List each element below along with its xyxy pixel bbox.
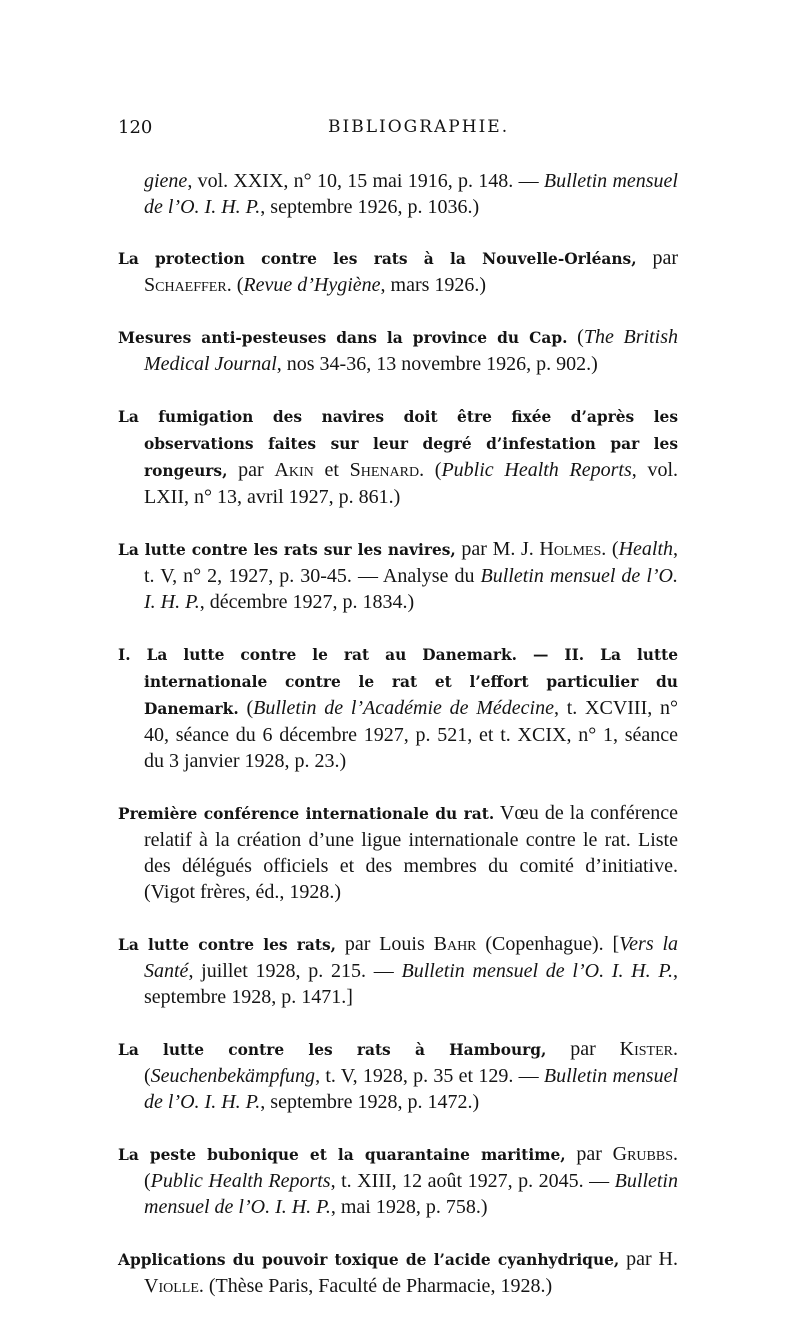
entry-title: La fumigation des navires doit être fixée d’après les observations faites sur leur degré d’infestation par les rongeurs, (118, 408, 678, 480)
bibliography-entry: La lutte contre les rats sur les navires, par M. J. Holmes. (Health, t. V, n° 2, 1927, p. 30-45. — Analyse du Bulletin mensuel de l’O. I. H. P., décembre 1927, p. 1834.) (118, 538, 678, 613)
entry-title: La protection contre les rats à la Nouvelle-Orléans, (118, 250, 637, 268)
entry-title: I. La lutte contre le rat au Danemark. — II. La lutte internationale contre le rat et l’effort particulier du Danemark. (118, 646, 678, 718)
entry-title: Première conférence internationale du rat. (118, 805, 495, 823)
page-header (118, 117, 678, 143)
entry-title: La lutte contre les rats sur les navires, (118, 541, 456, 559)
bibliography-entry: La lutte contre les rats, par Louis Bahr (Copenhague). [Vers la Santé, juillet 1928, p. 215. — Bulletin mensuel de l’O. I. H. P., septembre 1928, p. 1471.] (118, 933, 679, 1008)
bibliography-entry: La fumigation des navires doit être fixée d’après les observations faites sur leur degré d’infestation par les rongeurs, par Akin et Shenard. (Public Health Reports, vol. LXII, n° 13, avril 1927, p. 861.) (118, 408, 678, 508)
entry-title: La lutte contre les rats, (118, 936, 336, 954)
author-name: Akin (274, 459, 314, 481)
bibliography-entry: La protection contre les rats à la Nouvelle-Orléans, par Schaeffer. (Revue d’Hygiène, mars 1926.) (118, 247, 678, 296)
author-name: Shenard (349, 459, 420, 481)
author-name: Violle (144, 1275, 199, 1297)
bibliography-entry: La peste bubonique et la quarantaine maritime, par Grubbs. (Public Health Reports, t. XIII, 12 août 1927, p. 2045. — Bulletin mensuel de l’O. I. H. P., mai 1928, p. 758.) (118, 1143, 678, 1218)
bibliography-entry: Mesures anti-pesteuses dans la province du Cap. (The British Medical Journal, nos 34-36, 13 novembre 1926, p. 902.) (118, 326, 678, 375)
entry-title: La lutte contre les rats à Hambourg, (118, 1041, 547, 1059)
author-name: Holmes (539, 538, 602, 560)
author-name: Schaeffer (144, 274, 227, 296)
bibliography-list (118, 148, 678, 1323)
bibliography-entry: Première conférence internationale du rat. Vœu de la conférence relatif à la création d’une ligue internationale contre le rat. Liste des délégués officiels et des membres du comité d’initiative. (Vigot frères, éd., 1928.) (118, 802, 678, 903)
entry-title: Mesures anti-pesteuses dans la province du Cap. (118, 329, 568, 347)
running-title: BIBLIOGRAPHIE. (328, 117, 510, 137)
author-name: Bahr (433, 933, 477, 955)
bibliography-entry: giene, vol. XXIX, n° 10, 15 mai 1916, p. 148. — Bulletin mensuel de l’O. I. H. P., septembre 1926, p. 1036.) (144, 170, 678, 218)
author-name: Kister (619, 1038, 673, 1060)
bibliography-entry: Applications du pouvoir toxique de l’acide cyanhydrique, par H. Violle. (Thèse Paris, Faculté de Pharmacie, 1928.) (118, 1248, 678, 1297)
page-number: 120 (118, 117, 153, 138)
entry-title: Applications du pouvoir toxique de l’acide cyanhydrique, (118, 1251, 620, 1269)
entry-title: La peste bubonique et la quarantaine maritime, (118, 1146, 566, 1164)
bibliography-entry: I. La lutte contre le rat au Danemark. — II. La lutte internationale contre le rat et l’effort particulier du Danemark. (Bulletin de l’Académie de Médecine, t. XCVIII, n° 40, séance du 6 décembre 1927, p. 521, et t. XCIX, n° 1, séance du 3 janvier 1928, p. 23.) (118, 646, 678, 772)
bibliography-entry: La lutte contre les rats à Hambourg, par Kister. (Seuchenbekämpfung, t. V, 1928, p. 35 et 129. — Bulletin mensuel de l’O. I. H. P., septembre 1928, p. 1472.) (118, 1038, 679, 1113)
author-name: Grubbs (612, 1143, 673, 1165)
